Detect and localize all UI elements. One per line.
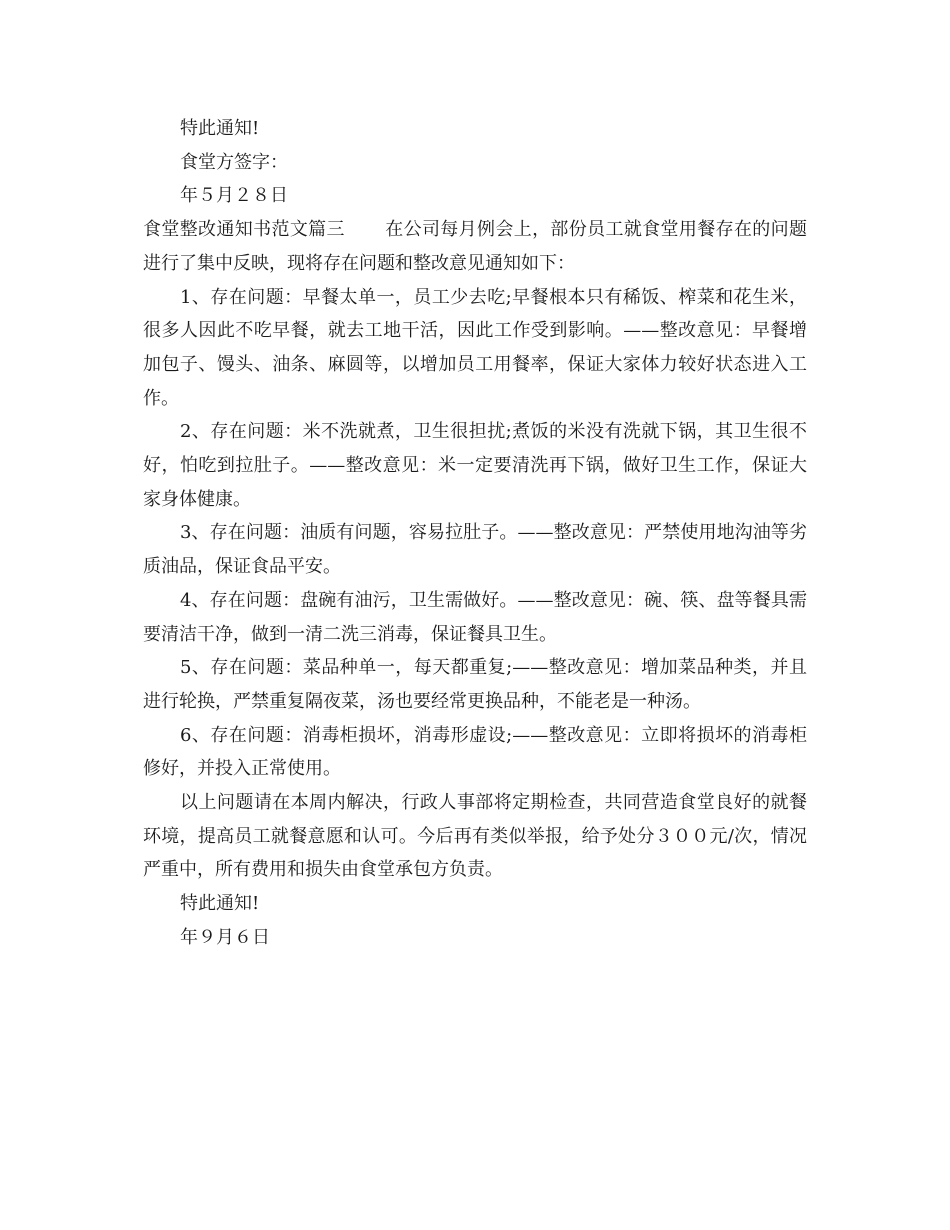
notice-line: 特此通知!: [180, 118, 260, 139]
section-heading: 食堂整改通知书范文篇三: [143, 219, 345, 241]
document-page: [143, 112, 807, 955]
intro-text: 在公司每月例会上，部份员工就食堂用餐存在的问题进行了集中反映，现将存在问题和整改意见通知如下：: [143, 219, 808, 274]
date-line: 年５月２８日: [180, 185, 288, 207]
date-line-2: 年９月６日: [180, 926, 270, 948]
section-intro: [143, 213, 807, 280]
issue-item-5: 5、存在问题：菜品种单一，每天都重复;——整改意见：增加菜品种类，并且进行轮换，严禁重复隔夜菜，汤也要经常更换品种，不能老是一种汤。: [143, 657, 807, 712]
issue-item-2: 2、存在问题：米不洗就煮，卫生很担扰;煮饭的米没有洗就下锅，其卫生很不好，怕吃到拉肚子。——整改意见：米一定要清洗再下锅，做好卫生工作，保证大家身体健康。: [143, 421, 807, 510]
closing-paragraph: 以上问题请在本周内解决，行政人事部将定期检查，共同营造食堂良好的就餐环境，提高员工就餐意愿和认可。今后再有类似举报，给予处分３００元/次，情况严重中，所有费用和损失由食堂承包方负责。: [143, 792, 807, 881]
issue-item-3: 3、存在问题：油质有问题，容易拉肚子。——整改意见：严禁使用地沟油等劣质油品，保证食品平安。: [143, 522, 807, 578]
notice-line-2: 特此通知!: [180, 893, 260, 915]
issue-item-4: 4、存在问题：盘碗有油污，卫生需做好。——整改意见：碗、筷、盘等餐具需要清洁干净，做到一清二洗三消毒，保证餐具卫生。: [143, 589, 807, 645]
signature-line: 食堂方签字：: [180, 151, 288, 173]
issue-item-6: 6、存在问题：消毒柜损坏，消毒形虚设;——整改意见：立即将损坏的消毒柜修好，并投入正常使用。: [143, 724, 807, 780]
issue-item-1: 1、存在问题：早餐太单一，员工少去吃;早餐根本只有稀饭、榨菜和花生米，很多人因此不吃早餐，就去工地干活，因此工作受到影响。——整改意见：早餐增加包子、馒头、油条、麻圆等，以增加员工用餐率，保证大家体力较好状态进入工作。: [143, 286, 807, 409]
